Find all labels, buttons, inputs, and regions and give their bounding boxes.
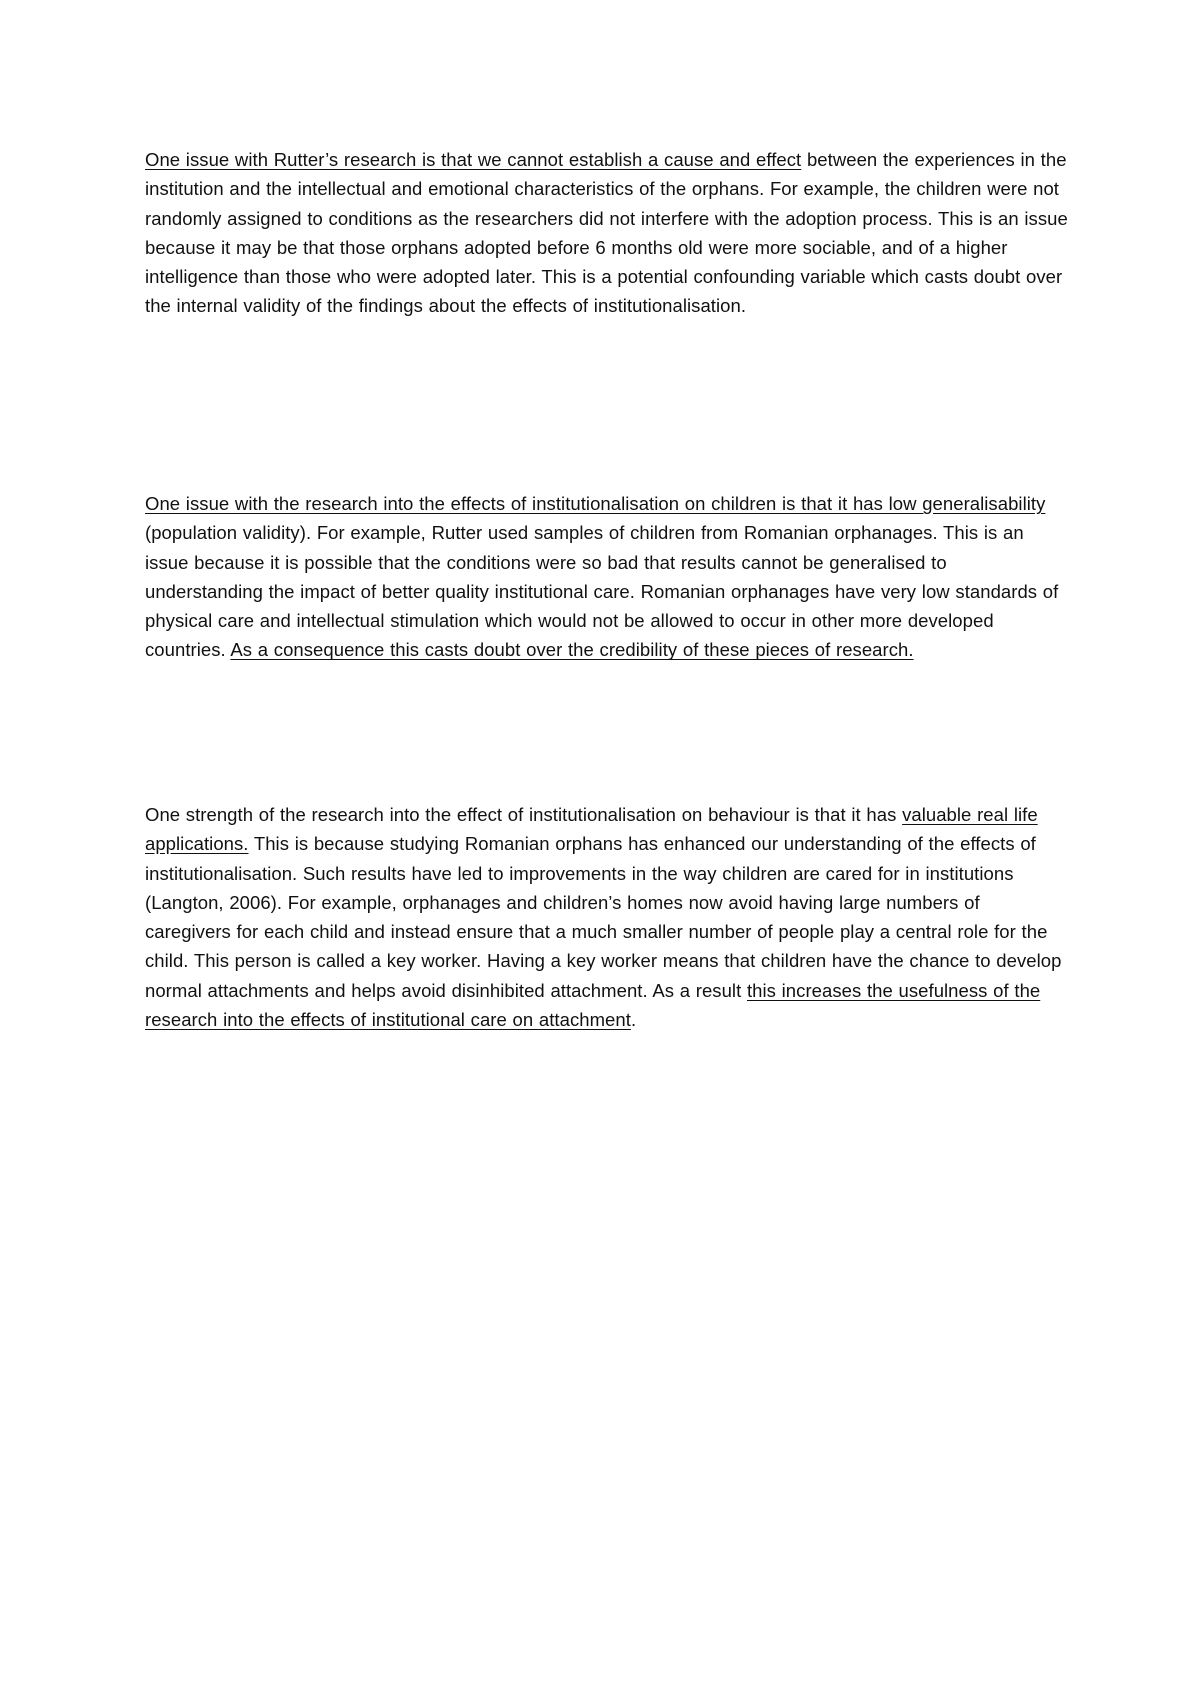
paragraph-real-life-applications [145, 800, 1070, 1034]
body-text: One strength of the research into the effect of institutionalisation on behaviour is that it has [145, 804, 903, 825]
body-text: between the experiences in the institution and the intellectual and emotional characteristics of the orphans. For example, the children were not randomly assigned to conditions as the researchers did not interfere with the adoption process. This is an issue because it may be that those orphans adopted before 6 months old were more sociable, and of a higher intelligence than those who were adopted later. This is a potential confounding variable which casts doubt over the internal validity of the findings about the effects of institutionalisation. [145, 149, 1068, 317]
paragraph-generalisability [145, 489, 1070, 665]
body-text: . [630, 1009, 637, 1031]
body-text: (population validity). For example, Rutter used samples of children from Romanian orphanages. This is an issue because it is possible that the conditions were so bad that results cannot be generalised to understanding the impact of better quality institutional care. Romanian orphanages have very low standards of physical care and intellectual stimulation which would not be allowed to occur in other more developed countries. [145, 522, 1059, 661]
underlined-claim: One issue with the research into the effects of institutionalisation on children is that it has low generalisability [145, 493, 1046, 514]
underlined-claim: valuable real life applications. [145, 804, 1038, 855]
underlined-claim: One issue with Rutter’s research is that we cannot establish a cause and effect [145, 149, 802, 170]
underlined-conclusion: this increases the usefulness of the research into the effects of institutional care on attachment [145, 979, 1041, 1031]
underlined-conclusion: As a consequence this casts doubt over the credibility of these pieces of research. [230, 639, 914, 661]
paragraph-cause-and-effect [145, 145, 1070, 321]
body-text: This is because studying Romanian orphans has enhanced our understanding of the effects of institutionalisation. Such results have led to improvements in the way children are cared for in institutions (Langton, 2006). For example, orphanages and children’s homes now avoid having large numbers of caregivers for each child and instead ensure that a much smaller number of people play a central role for the child. This person is called a key worker. Having a key worker means that children have the chance to develop normal attachments and helps avoid disinhibited attachment. As a result [145, 833, 1062, 1001]
